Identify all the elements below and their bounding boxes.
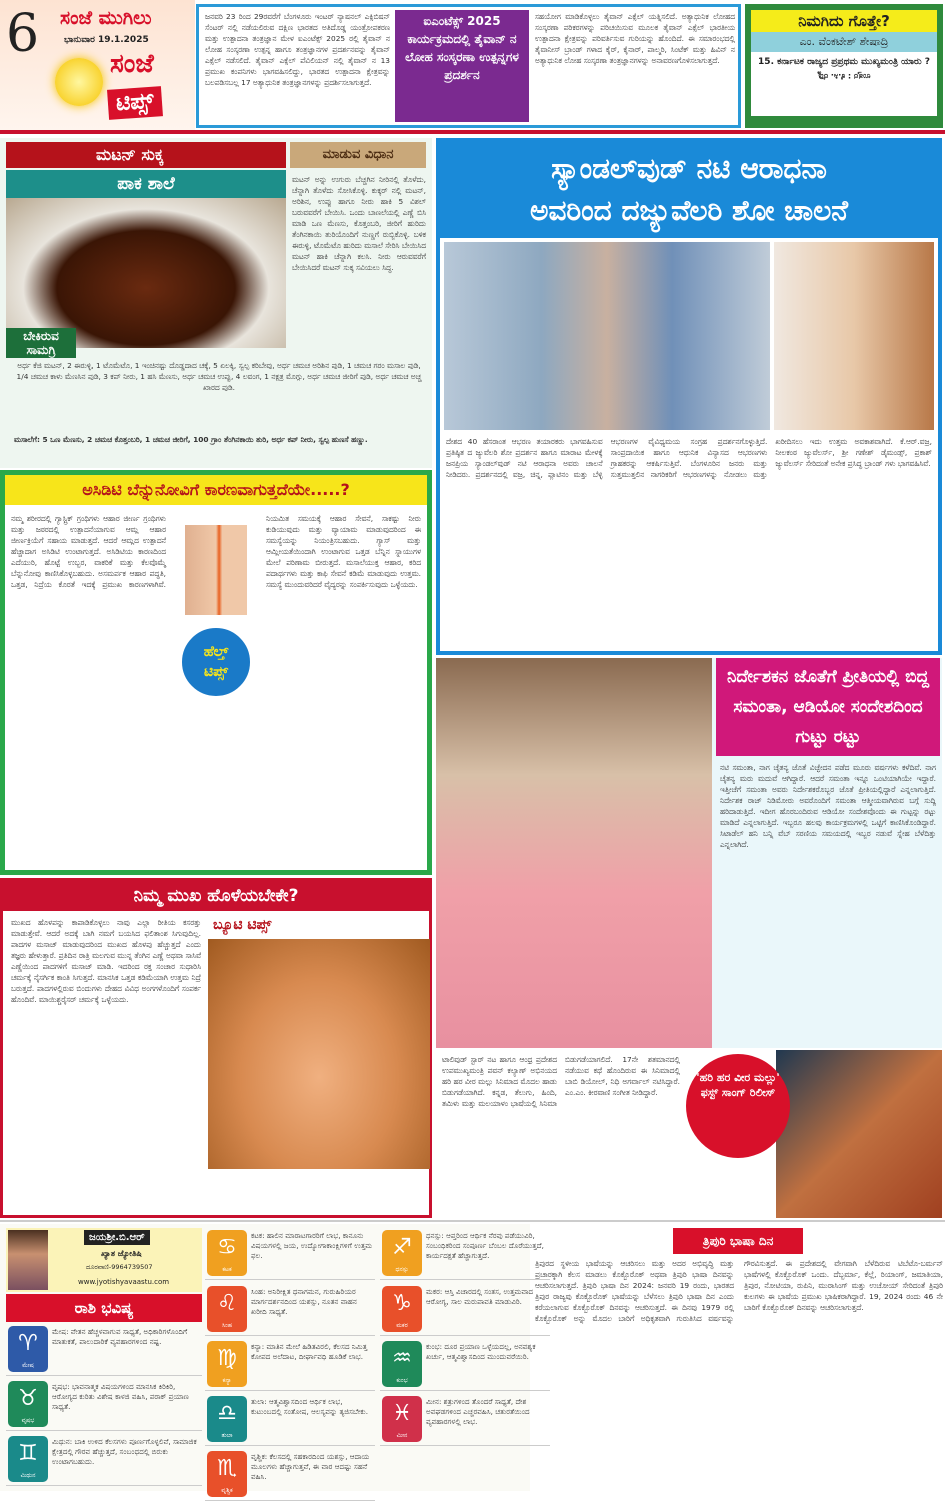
zodiac-text: ಕುಂಭ: ದೂರ ಪ್ರಯಾಣ ಒಳ್ಳೆಯದಲ್ಲ, ಅನವಶ್ಯಕ ಖರ್ಚು, ಆತ್ಮವಿಶ್ವಾಸದಿಂದ ಮುಂದುವರೆಯಿರಿ. bbox=[426, 1342, 536, 1361]
actress-jewellery-photo bbox=[774, 242, 934, 430]
spices-text: ಮಸಾಲೆಗೆ: 5 ಒಣ ಮೆಣಸು, 2 ಚಮಚ ಕೊತ್ತಂಬರಿ, 1 ಚಮಚ ಜೀರಿಗೆ, 100 ಗ್ರಾಂ ತೆಂಗಿನಕಾಯಿ ತುರಿ, ಅರ್ಧ ಕಪ್ ನೀರು, ಸ್ವಲ್ಪ ಹುಣಸೆ ಹಣ್ಣು. bbox=[14, 435, 368, 444]
beauty-tips-label: ಬ್ಯೂಟಿ ಟಿಪ್ಸ್ bbox=[213, 917, 272, 933]
zodiac-entry bbox=[380, 1394, 550, 1446]
beauty-text: ಮುಖದ ಹೊಳಪನ್ನು ಕಾಪಾಡಿಕೊಳ್ಳಲು ನಾವು ಎಲ್ಲಾ ರೀತಿಯ ಕಸರತ್ತು ಮಾಡುತ್ತೇವೆ. ಆದರೆ ಅದಕ್ಕೆ ಬಾಗಿ ನಮಗೆ ಬಯಸಿದ ಫಲಿತಾಂಶ ಸಿಗುವುದಿಲ್ಲ. ಪಾದಗಳ ಮಸಾಜ್ ಮಾಡುವುದರಿಂದ ಮುಖದ ಹೊಳಪು ಹೆಚ್ಚುತ್ತದೆ ಎಂದು ತಜ್ಞರು ಹೇಳುತ್ತಾರೆ. ಪ್ರತಿದಿನ ರಾತ್ರಿ ಮಲಗುವ ಮುನ್ನ ತೆಂಗಿನ ಎಣ್ಣೆ ಅಥವಾ ಸಾಸಿವೆ ಎಣ್ಣೆಯಿಂದ ಪಾದಗಳಿಗೆ ಮಸಾಜ್ ಮಾಡಿ. ಇದರಿಂದ ರಕ್ತ ಸಂಚಾರ ಸುಧಾರಿಸಿ ಚರ್ಮಕ್ಕೆ ನೈಸರ್ಗಿಕ ಕಾಂತಿ ಸಿಗುತ್ತದೆ. ಮಾನಸಿಕ ಒತ್ತಡ ಕಡಿಮೆಯಾಗಿ ಉತ್ತಮ ನಿದ್ರೆ ಬರುತ್ತದೆ. ಪಾದಗಳಲ್ಲಿರುವ ಬಿಂದುಗಳು ದೇಹದ ವಿವಿಧ ಅಂಗಗಳೊಂದಿಗೆ ಸಂಪರ್ಕ ಹೊಂದಿವೆ. ಮಾಯಿಶ್ಚರೈಸರ್ ಚರ್ಮಕ್ಕೆ ಒಳ್ಳೆಯದು. bbox=[11, 918, 201, 1004]
zodiac-text: ಧನಸ್ಸು: ಆಪ್ತರಿಂದ ಆರ್ಥಿಕ ನೆರವು ಪಡೆಯುವಿರಿ, ಸಂಬಂಧಿಕರಿಂದ ಸಂಪೂರ್ಣ ಬೆಂಬಲ ದೊರೆಯುತ್ತದೆ, ಕಾರ್ಯದಕ್ಷತೆ ಹೆಚ್ಚಾಗುತ್ತದೆ. bbox=[426, 1231, 544, 1260]
zodiac-icon: ♍ ಕನ್ಯಾ bbox=[207, 1341, 247, 1387]
harihara-article bbox=[436, 1050, 942, 1218]
beauty-section bbox=[0, 878, 432, 1218]
tripuri-headline: ತ್ರಿಪುರಿ ಭಾಷಾ ದಿನ bbox=[673, 1228, 803, 1254]
article-text-right: ಸಹಯೋಗ ಮಾಡಿಕೊಳ್ಳಲು ತೈವಾನ್ ಎಕ್ಸೆಲ್ ಯತ್ನಿಸಲಿದೆ. ಅತ್ಯಾಧುನಿಕ ಲೋಹದ ಸಂಸ್ಕರಣಾ ಪರಿಕರಗಳನ್ನು ಪರಿಚಯಿಸುವ ಮೂಲಕ ತೈವಾನ್ ಎಕ್ಸೆಲ್ ಭಾರತೀಯ ಉತ್ಪಾದನಾ ಕ್ಷೇತ್ರವನ್ನು ಪರಿವರ್ತಿಸುವ ಗುರಿಯನ್ನು ಹೊಂದಿದೆ. ಈ ಸಮಾರಂಭದಲ್ಲಿ ತೈವಾನೀಸ್ ಬ್ರಾಂಡ್ ಗಳಾದ ಕೈರ್, ಕೈನಾರ್, ಪಾಲ್ಮರಿ, ಸಿಂಟೆಕ್ ಮತ್ತು ಹಿವಿನ್ ನ ಅತ್ಯಾಧುನಿಕ ಲೋಹ ಸಂಸ್ಕರಣಾ ತಂತ್ರಜ್ಞಾನಗಳನ್ನು ಅನಾವರಣಗೊಳಿಸಲಾಗುತ್ತದೆ. bbox=[535, 12, 735, 65]
astrologer-name: ಜಯಶ್ರೀ.ಬಿ.ಆರ್ bbox=[84, 1230, 150, 1245]
jewellery-headline-1: ಸ್ಯಾಂಡಲ್‌ವುಡ್ ನಟಿ ಆರಾಧನಾ bbox=[551, 152, 827, 185]
zodiac-icon: ♒ ಕುಂಭ bbox=[382, 1341, 422, 1387]
astrologer-phone: ದೂರವಾಣಿ-9964739507 bbox=[86, 1263, 153, 1271]
paper-name: ಸಂಜೆ ಮುಗಿಲು bbox=[60, 7, 152, 29]
badge-text: ಹೆಲ್ತ್ bbox=[203, 644, 229, 660]
badge-text: ಟಿಪ್ಸ್ bbox=[204, 664, 228, 680]
jewellery-headline bbox=[440, 142, 938, 238]
samantha-column bbox=[716, 658, 940, 1048]
recipe-section bbox=[0, 138, 432, 468]
zodiac-text: ಮಕರ: ಆಸ್ತಿ ವಿಚಾರದಲ್ಲಿ ಸಂತಸ, ಉತ್ತಮವಾದ ಆರೋಗ್ಯ, ಸಾಲ ಮರುಪಾವತಿ ಮಾಡುವಿರಿ. bbox=[426, 1287, 534, 1306]
health-section bbox=[0, 470, 432, 875]
section-title: ಸಂಜೆ bbox=[110, 49, 154, 79]
harihara-text: ಟಾಲಿವುಡ್ ಸ್ಟಾರ್ ನಟ ಹಾಗೂ ಆಂಧ್ರ ಪ್ರದೇಶದ ಉಪಮುಖ್ಯಮಂತ್ರಿ ಪವನ್ ಕಲ್ಯಾಣ್ ಅಭಿನಯದ ಹರಿ ಹರ ವೀರ ಮಲ್ಲು ಸಿನಿಮಾದ ಮೊದಲ ಹಾಡು ಬಿಡುಗಡೆಯಾಗಿದೆ. ಕನ್ನಡ, ತೆಲುಗು, ಹಿಂದಿ, ತಮಿಳು ಮತ್ತು ಮಲಯಾಳಂ ಭಾಷೆಯಲ್ಲಿ ಸಿನಿಮಾ ಬಿಡುಗಡೆಯಾಗಲಿದೆ. 17ನೇ ಶತಮಾನದಲ್ಲಿ ನಡೆಯುವ ಕಥೆ ಹೊಂದಿರುವ ಈ ಸಿನಿಮಾದಲ್ಲಿ ಬಾಬಿ ಡಿಯೋಲ್, ನಿಧಿ ಅಗರ್ವಾಲ್ ನಟಿಸಿದ್ದಾರೆ. ಎಂ.ಎಂ. ಕೀರವಾಣಿ ಸಂಗೀತ ನೀಡಿದ್ದಾರೆ. bbox=[442, 1055, 680, 1108]
horoscope-section bbox=[0, 1224, 544, 1494]
tripuri-article bbox=[535, 1228, 943, 1488]
zodiac-name: ವೃಷಭ bbox=[21, 1417, 35, 1424]
zodiac-name: ಧನಸ್ಸು bbox=[395, 1266, 409, 1273]
page-number: 6 bbox=[6, 4, 40, 64]
zodiac-entry bbox=[205, 1284, 375, 1336]
zodiac-entry bbox=[205, 1339, 375, 1391]
divider bbox=[0, 130, 945, 134]
quiz-box bbox=[745, 4, 943, 128]
zodiac-text: ಕಟಕ: ಹಾಲಿನ ಮಾರಾಟಗಾರರಿಗೆ ಲಾಭ, ಕಾನೂನು ವಿಷಯಗಳಲ್ಲಿ ಜಯ, ಉದ್ಯೋಗಾಕಾಂಕ್ಷಿಗಳಿಗೆ ಉತ್ತಮ ಫಲ. bbox=[251, 1231, 373, 1260]
zodiac-name: ಸಿಂಹ bbox=[221, 1322, 232, 1329]
zodiac-entry bbox=[6, 1434, 202, 1486]
zodiac-entry bbox=[380, 1228, 550, 1280]
ingredients-label: ಬೇಕಿರುವ ಸಾಮಗ್ರಿ bbox=[6, 328, 76, 358]
zodiac-name: ಮಿಥುನ bbox=[20, 1472, 36, 1479]
zodiac-icon: ♓ ಮೀನ bbox=[382, 1396, 422, 1442]
astrologer-card bbox=[6, 1228, 202, 1292]
zodiac-entry bbox=[6, 1324, 202, 1376]
zodiac-entry bbox=[380, 1339, 550, 1391]
zodiac-name: ಮೀನ bbox=[396, 1432, 408, 1439]
method-text: ಮಟನ್ ಅನ್ನು ಉಗುರು ಬೆಚ್ಚಗಿನ ನೀರಿನಲ್ಲಿ ತೊಳೆದು, ಚೆನ್ನಾಗಿ ತೊಳೆದು ಸೋಸಿಕೊಳ್ಳಿ. ಕುಕ್ಕರ್ ನಲ್ಲಿ ಮಟನ್, ಅರಿಶಿನ, ಉಪ್ಪು ಹಾಗೂ ನೀರು ಹಾಕಿ 5 ವಿಶಲ್ ಬರುವವರೆಗೆ ಬೇಯಿಸಿ. ಒಂದು ಬಾಣಲೆಯಲ್ಲಿ ಎಣ್ಣೆ ಬಿಸಿ ಮಾಡಿ ಒಣ ಮೆಣಸು, ಕೊತ್ತಂಬರಿ, ಜೀರಿಗೆ ಹುರಿದು ತೆಂಗಿನಕಾಯಿ ತುರಿಯೊಂದಿಗೆ ನುಣ್ಣಗೆ ರುಬ್ಬಿಕೊಳ್ಳಿ. ಬಳಿಕ ಈರುಳ್ಳಿ, ಟೊಮೆಟೊ ಹುರಿದು ಮಸಾಲೆ ಸೇರಿಸಿ ಬೇಯಿಸಿದ ಮಟನ್ ಹಾಕಿ ಚೆನ್ನಾಗಿ ಕಲಸಿ. ನೀರು ಆರುವವರೆಗೆ ಬೇಯಿಸಿದರೆ ಮಟನ್ ಸುಕ್ಕ ಸವಿಯಲು ಸಿದ್ಧ. bbox=[292, 175, 426, 272]
zodiac-text: ವೃಶ್ಚಿಕ: ಕೆಲಸದಲ್ಲಿ ಸಹಕಾರದಿಂದ ಯಶಸ್ಸು, ಆದಾಯ ಮೂಲಗಳು ಹೆಚ್ಚಾಗುತ್ತವೆ, ಈ ವಾರ ಆದಷ್ಟು ಸಹನೆ ವಹಿಸಿ. bbox=[251, 1452, 370, 1481]
zodiac-text: ಮೇಷ: ವೇತನ ಹೆಚ್ಚಳವಾಗುವ ಸಾಧ್ಯತೆ, ಅಧಿಕಾರಿಗಳೊಂದಿಗೆ ಮಾತುಕತೆ, ಪಾಲುದಾರಿಕೆ ವ್ಯವಹಾರಗಳಿಂದ ನಷ್ಟ. bbox=[52, 1327, 188, 1346]
masthead bbox=[0, 0, 195, 130]
zodiac-text: ಮೀನ: ಶತ್ರುಗಳಿಂದ ತೊಂದರೆ ಸಾಧ್ಯತೆ, ದೇಶ ಅವಘಡಗಳಿಂದ ಎಚ್ಚರವಹಿಸಿ, ಚತುರತೆಯಿಂದ ವ್ಯವಹಾರಗಳಲ್ಲಿ ಲಾಭ. bbox=[426, 1397, 530, 1426]
zodiac-entry bbox=[205, 1394, 375, 1446]
zodiac-name: ವೃಶ್ಚಿಕ bbox=[221, 1487, 233, 1494]
zodiac-icon: ♉ ವೃಷಭ bbox=[8, 1381, 48, 1427]
samantha-headline: ನಿರ್ದೇಶಕನ ಜೊತೆಗೆ ಪ್ರೀತಿಯಲ್ಲಿ ಬಿದ್ದ ಸಮಂತಾ, ಆಡಿಯೋ ಸಂದೇಶದಿಂದ ಗುಟ್ಟು ರಟ್ಟು bbox=[716, 658, 940, 756]
zodiac-icon: ♎ ತುಲಾ bbox=[207, 1396, 247, 1442]
section-title-tips: ಟಿಪ್ಸ್ bbox=[107, 86, 163, 120]
article-headline: ಐಎಂಟೆಕ್ಸ್ 2025 ಕಾರ್ಯಕ್ರಮದಲ್ಲಿ ತೈವಾನ್ ನ ಲೋಹ ಸಂಸ್ಕರಣಾ ಉತ್ಪನ್ನಗಳ ಪ್ರದರ್ಶನ bbox=[395, 10, 529, 122]
recipe-title: ಮಟನ್ ಸುಕ್ಕ bbox=[6, 142, 286, 168]
zodiac-text: ಮಿಥುನ: ಬಾಕಿ ಉಳಿದ ಕೆಲಸಗಳು ಪೂರ್ಣಗೊಳ್ಳಲಿವೆ, ಸಾಮಾಜಿಕ ಕ್ಷೇತ್ರದಲ್ಲಿ ಗೌರವ ಹೆಚ್ಚುತ್ತದೆ, ಸಂಬಂಧದಲ್ಲಿ ಬಿರುಕು ಉಂಟಾಗಬಹುದು. bbox=[52, 1437, 197, 1466]
back-pain-photo bbox=[185, 525, 247, 615]
samantha-photo bbox=[436, 658, 712, 1048]
method-label: ಮಾಡುವ ವಿಧಾನ bbox=[290, 142, 426, 168]
zodiac-name: ಮೇಷ bbox=[22, 1362, 34, 1369]
zodiac-text: ಕನ್ಯಾ: ಮಾತಿನ ಮೇಲೆ ಹಿಡಿತವಿರಲಿ, ಕೆಲಸದ ನಿಮಿತ್ತ ಕೋಪದ ಅಲೆದಾಟ, ದೀರ್ಘಾವಧಿ ಹೂಡಿಕೆ ಲಾಭ. bbox=[251, 1342, 368, 1361]
zodiac-entry bbox=[6, 1379, 202, 1431]
lightbulb-icon bbox=[55, 58, 103, 106]
article-text-left: ಜನವರಿ 23 ರಿಂದ 29ರವರೆಗೆ ಬೆಂಗಳೂರು ಇಂಟರ್ ನ್ಯಾಷನಲ್ ಎಕ್ಸಿಬಿಷನ್ ಸೆಂಟರ್ ನಲ್ಲಿ ನಡೆಯಲಿರುವ ದಕ್ಷಿಣ ಭಾರತದ ಅತಿದೊಡ್ಡ ಯಂತ್ರೋಪಕರಣ ಮತ್ತು ಉತ್ಪಾದನಾ ತಂತ್ರಜ್ಞಾನ ಮೇಳ ಐಎಂಟೆಕ್ಸ್ 2025 ರಲ್ಲಿ ತೈವಾನ್ ನ ಲೋಹ ಸಂಸ್ಕರಣಾ ಉತ್ಪನ್ನ ಹಾಗೂ ತಂತ್ರಜ್ಞಾನಗಳ ಪ್ರದರ್ಶನವನ್ನು ತೈವಾನ್ ಎಕ್ಸೆಲ್ ನಡೆಸಲಿದೆ. ತೈವಾನ್ ಎಕ್ಸೆಲ್ ಪೆವಿಲಿಯನ್ ನಲ್ಲಿ ತೈವಾನ್ ನ 13 ಪ್ರಮುಖ ಕಂಪನಿಗಳು ಭಾಗವಹಿಸಲಿದ್ದು, ಭಾರತದ ಉತ್ಪಾದನಾ ಕ್ಷೇತ್ರವನ್ನು ಬಲಪಡಿಸಬಲ್ಲ 17 ಅತ್ಯಾಧುನಿಕ ತಂತ್ರಜ್ಞಾನಗಳನ್ನು ಪ್ರದರ್ಶಿಸಲಾಗುತ್ತದೆ. bbox=[205, 12, 390, 87]
zodiac-icon: ♑ ಮಕರ bbox=[382, 1286, 422, 1332]
zodiac-icon: ♋ ಕಟಕ bbox=[207, 1230, 247, 1276]
astrologer-title: ಖ್ಯಾತ ಜ್ಯೋತಿಷಿ bbox=[101, 1249, 142, 1258]
horoscope-title: ರಾಶಿ ಭವಿಷ್ಯ bbox=[6, 1294, 202, 1322]
zodiac-entry bbox=[205, 1449, 375, 1501]
health-text: ನಮ್ಮ ಶರೀರದಲ್ಲಿ ಗ್ಯಾಸ್ಟ್ರಿಕ್ ಗ್ರಂಥಿಗಳು ಆಹಾರ ಜೀರ್ಣ ಗ್ರಂಥಿಗಳು ಮತ್ತು ಜಠರದಲ್ಲಿ ಉತ್ಪಾದನೆಯಾಗುವ ಆಮ್ಲ ಆಹಾರ ಜೀರ್ಣಕ್ರಿಯೆಗೆ ಸಹಾಯ ಮಾಡುತ್ತದೆ. ಆದರೆ ಆಮ್ಲದ ಉತ್ಪಾದನೆ ಹೆಚ್ಚಾದಾಗ ಅಸಿಡಿಟಿ ಉಂಟಾಗುತ್ತದೆ. ಅಸಿಡಿಟಿಯ ಕಾರಣದಿಂದ ಎದೆಯುರಿ, ಹೊಟ್ಟೆ ಉಬ್ಬರ, ವಾಕರಿಕೆ ಮತ್ತು ಕೆಲವೊಮ್ಮೆ ಬೆನ್ನುನೋವು ಕಾಣಿಸಿಕೊಳ್ಳಬಹುದು. ಅಸಮರ್ಪಕ ಆಹಾರ ಪದ್ಧತಿ, ಒತ್ತಡ, ನಿದ್ರೆಯ ಕೊರತೆ ಇದಕ್ಕೆ ಪ್ರಮುಖ ಕಾರಣಗಳಾಗಿವೆ. ನಿಯಮಿತ ಸಮಯಕ್ಕೆ ಆಹಾರ ಸೇವನೆ, ಸಾಕಷ್ಟು ನೀರು ಕುಡಿಯುವುದು ಮತ್ತು ವ್ಯಾಯಾಮ ಮಾಡುವುದರಿಂದ ಈ ಸಮಸ್ಯೆಯನ್ನು ನಿಯಂತ್ರಿಸಬಹುದು. ಗ್ಯಾಸ್ ಮತ್ತು ಆಮ್ಲೀಯತೆಯಿಂದಾಗಿ ಉಂಟಾಗುವ ಒತ್ತಡ ಬೆನ್ನಿನ ಸ್ನಾಯುಗಳ ಮೇಲೆ ಪರಿಣಾಮ ಬೀರುತ್ತದೆ. ಮಸಾಲೆಯುಕ್ತ ಆಹಾರ, ಕರಿದ ಪದಾರ್ಥಗಳು ಮತ್ತು ಕಾಫಿ ಸೇವನೆ ಕಡಿಮೆ ಮಾಡುವುದು ಉತ್ತಮ. ಸಮಸ್ಯೆ ಮುಂದುವರಿದರೆ ವೈದ್ಯರನ್ನು ಸಂಪರ್ಕಿಸುವುದು ಒಳ್ಳೆಯದು. bbox=[11, 514, 421, 589]
pawan-kalyan-photo bbox=[776, 1050, 942, 1218]
recipe-section-label: ಪಾಕ ಶಾಲೆ bbox=[6, 170, 286, 198]
tripuri-text: ತ್ರಿಪುರದ ಸ್ಥಳೀಯ ಭಾಷೆಯನ್ನು ಆಚರಿಸಲು ಮತ್ತು ಅದರ ಅಭಿವೃದ್ಧಿ ಮತ್ತು ಪ್ರಚಾರಕ್ಕಾಗಿ ಕೆಲಸ ಮಾಡಲು ಕೊಕ್ಬೊರೊಕ್ ಅಥವಾ ತ್ರಿಪುರಿ ಭಾಷಾ ದಿನವನ್ನು ಆಚರಿಸಲಾಗುತ್ತದೆ. ತ್ರಿಪುರಿ ಭಾಷಾ ದಿನ 2024: ಜನವರಿ 19 ರಂದು, ಭಾರತದ ತ್ರಿಪುರ ರಾಜ್ಯವು ಕೊಕ್ಬೊರೊಕ್ ಭಾಷೆಯನ್ನು ಬೆಳೆಸಲು ತ್ರಿಪುರಿ ಭಾಷಾ ದಿನ ಎಂದು ಕರೆಯಲಾಗುವ ಕೊಕ್ಬೊರೊಕ್ ದಿನವನ್ನು ಆಚರಿಸುತ್ತದೆ. ಈ ದಿನವು 1979 ರಲ್ಲಿ ಕೊಕ್ಬೊರೊಕ್ ಅನ್ನು ಮೊದಲ ಬಾರಿಗೆ ಅಧಿಕೃತವಾಗಿ ಗುರುತಿಸಿದ ವರ್ಷವನ್ನು ಗೌರವಿಸುತ್ತದೆ. ಈ ಪ್ರದೇಶದಲ್ಲಿ ವೇಗವಾಗಿ ಬೆಳೆದಿರುವ ಟಿಬೆಟೊ-ಬರ್ಮನ್ ಭಾಷೆಗಳಲ್ಲಿ ಕೊಕ್ಬೊರೊಕ್ ಒಂದು. ದೆಬ್ಬರ್ಮಾ, ಕೆಲ್ಲೆ, ರಿಯಾಂಗ್, ಜಮಾತಿಯಾ, ತ್ರಿಪುರ, ನೋಟಿಯಾ, ರುಪಿನಿ, ಮುರಾಸಿಂಗ್ ಮತ್ತು ಉಚೋಯ್ ಸೇರಿದಂತೆ ತ್ರಿಪುರಿ ಕುಲಗಳು ಈ ಭಾಷೆಯ ಪ್ರಮುಖ ಭಾಷಿಕರಾಗಿದ್ದಾರೆ. 19, 2024 ರಂದು 46 ನೇ ಬಾರಿಗೆ ಕೊಕ್ಬೊರೊಕ್ ದಿನವನ್ನು ಆಚರಿಸಲಾಗುತ್ತದೆ. bbox=[535, 1259, 943, 1323]
zodiac-icon: ♌ ಸಿಂಹ bbox=[207, 1286, 247, 1332]
quiz-title: ನಿಮಗಿದು ಗೊತ್ತೇ? bbox=[751, 10, 937, 32]
quiz-author: ಎಂ. ವೆಂಕಟೇಶ್ ಶೇಷಾದ್ರಿ bbox=[751, 32, 937, 52]
foot-massage-photo bbox=[208, 939, 430, 1169]
quiz-question: 15. ಕರ್ನಾಟಕ ರಾಜ್ಯದ ಪ್ರಪ್ರಥಮ ಮುಖ್ಯಮಂತ್ರಿ ಯಾರು ? bbox=[758, 57, 930, 67]
samantha-text: ನಟಿ ಸಮಂತಾ, ನಾಗ ಚೈತನ್ಯ ಜೊತೆ ವಿಚ್ಛೇದನ ಪಡೆದ ಮೂರು ವರ್ಷಗಳು ಕಳೆದಿವೆ. ನಾಗ ಚೈತನ್ಯ ಮರು ಮದುವೆ ಆಗಿದ್ದಾರೆ. ಆದರೆ ಸಮಂತಾ ಇನ್ನೂ ಒಂಟಿಯಾಗಿಯೇ ಇದ್ದಾರೆ. ಇತ್ತೀಚೆಗೆ ಸಮಂತಾ ಅವರು ನಿರ್ದೇಶಕರೊಬ್ಬರ ಜೊತೆ ಪ್ರೀತಿಯಲ್ಲಿದ್ದಾರೆ ಎನ್ನಲಾಗುತ್ತಿದೆ. ನಿರ್ದೇಶಕ ರಾಜ್ ನಿಡಿಮೋರು ಅವರೊಂದಿಗೆ ಸಮಂತಾ ಆತ್ಮೀಯವಾಗಿರುವ ಬಗ್ಗೆ ಸುದ್ದಿ ಹರಿದಾಡುತ್ತಿದೆ. ಇದೀಗ ಹೊರಬಂದಿರುವ ಆಡಿಯೋ ಸಂದೇಶವೊಂದು ಈ ಗುಟ್ಟನ್ನು ರಟ್ಟು ಮಾಡಿದೆ ಎನ್ನಲಾಗುತ್ತಿದೆ. ಇಬ್ಬರೂ ಹಲವು ಕಾರ್ಯಕ್ರಮಗಳಲ್ಲಿ ಒಟ್ಟಿಗೆ ಕಾಣಿಸಿಕೊಂಡಿದ್ದಾರೆ. ಸಿಟಾಡೆಲ್ ಹನಿ ಬನ್ನಿ ವೆಬ್ ಸರಣಿಯ ಸಮಯದಲ್ಲಿ ಇಬ್ಬರ ನಡುವೆ ಸ್ನೇಹ ಬೆಳೆದಿತ್ತು ಎನ್ನಲಾಗಿದೆ. bbox=[720, 763, 936, 849]
zodiac-name: ಕುಂಭ bbox=[396, 1377, 408, 1384]
harihara-badge: 'ಹರಿ ಹರ ವೀರ ಮಲ್ಲು' ಫಸ್ಟ್ ಸಾಂಗ್ ರಿಲೀಸ್ bbox=[686, 1054, 790, 1158]
quiz-answer: ಉತ್ತರ : ಕೆ.ಸಿ. ರೆಡ್ಡಿ bbox=[817, 72, 871, 81]
beauty-headline: ನಿಮ್ಮ ಮುಖ ಹೊಳೆಯಬೇಕೇ? bbox=[3, 881, 429, 911]
zodiac-icon: ♏ ವೃಶ್ಚಿಕ bbox=[207, 1451, 247, 1497]
zodiac-icon: ♈ ಮೇಷ bbox=[8, 1326, 48, 1372]
zodiac-name: ಕನ್ಯಾ bbox=[222, 1377, 232, 1384]
ingredients-text: ಅರ್ಧ ಕೆಜಿ ಮಟನ್, 2 ಈರುಳ್ಳಿ, 1 ಟೊಮೆಟೊ, 1 ಇಂಚಿನಷ್ಟು ದೊಡ್ಡದಾದ ಚಕ್ಕೆ, 5 ಏಲಕ್ಕಿ, ಸ್ವಲ್ಪ ಕರಿಬೇವು, ಅರ್ಧ ಚಮಚ ಅರಿಶಿನ ಪುಡಿ, 1 ಚಮಚ ಗರಂ ಮಸಾಲ ಪುಡಿ, 1/4 ಚಮಚ ಕಾಳು ಮೆಣಸಿನ ಪುಡಿ, 3 ಕಪ್ ನೀರು, 1 ಹಸಿ ಮೆಣಸು, ಅರ್ಧ ಚಮಚ ಉಪ್ಪು, 4 ಲವಂಗ, 1 ನಕ್ಷತ್ರ ಮೊಗ್ಗು, ಅರ್ಧ ಚಮಚ ಜೀರಿಗೆ ಪುಡಿ, ಅರ್ಧ ಚಮಚ ಅಚ್ಚ ಖಾರದ ಪುಡಿ. bbox=[16, 361, 422, 392]
zodiac-icon: ♐ ಧನಸ್ಸು bbox=[382, 1230, 422, 1276]
mutton-sukka-photo bbox=[6, 198, 286, 348]
astrologer-photo bbox=[8, 1230, 48, 1290]
jewellery-text: ದೇಶದ 40 ಹೆಸರಾಂತ ಆಭರಣ ತಯಾರಕರು ಭಾಗವಹಿಸುವ ಪ್ರತಿಷ್ಠಿತ ದ ಜ್ಯುವೆಲರಿ ಶೋ ಪ್ರದರ್ಶನ ಹಾಗೂ ಮಾರಾಟ ಮೇಳಕ್ಕೆ ಜನಪ್ರಿಯ ಸ್ಯಾಂಡಲ್‌ವುಡ್ ನಟಿ ಆರಾಧನಾ ಅವರು ಚಾಲನೆ ನೀಡಿದರು. ಪ್ರದರ್ಶನದಲ್ಲಿ ವಜ್ರ, ಚಿನ್ನ, ಪ್ಲಾಟಿನಂ ಮತ್ತು ಬೆಳ್ಳಿ ಆಭರಣಗಳ ವೈವಿಧ್ಯಮಯ ಸಂಗ್ರಹ ಪ್ರದರ್ಶನಗೊಳ್ಳುತ್ತಿದೆ. ಸಾಂಪ್ರದಾಯಿಕ ಹಾಗೂ ಆಧುನಿಕ ವಿನ್ಯಾಸದ ಆಭರಣಗಳು ಗ್ರಾಹಕರನ್ನು ಆಕರ್ಷಿಸುತ್ತಿವೆ. ಬೆಂಗಳೂರಿನ ಜನರು ಮತ್ತು ಸುತ್ತಮುತ್ತಲಿನ ನಾಗರಿಕರಿಗೆ ಆಭರಣಗಳನ್ನು ನೋಡಲು ಮತ್ತು ಖರೀದಿಸಲು ಇದು ಉತ್ತಮ ಅವಕಾಶವಾಗಿದೆ. ಕೆ.ಆರ್.ವಜ್ರ, ನೀಲಕಂಠ ಜ್ಯುವೆಲರ್ಸ್, ಶ್ರೀ ಗಣೇಶ್ ಡೈಮಂಡ್ಸ್, ಪ್ರಕಾಶ್ ಜ್ಯುವೆಲರ್ಸ್ ಸೇರಿದಂತೆ ಅನೇಕ ಪ್ರಸಿದ್ಧ ಬ್ರಾಂಡ್ ಗಳು ಭಾಗವಹಿಸಿವೆ. bbox=[446, 437, 932, 479]
zodiac-name: ಕಟಕ bbox=[222, 1266, 232, 1273]
zodiac-name: ತುಲಾ bbox=[221, 1432, 233, 1439]
samantha-article bbox=[436, 658, 942, 1048]
issue-date: ಭಾನುವಾರ 19.1.2025 bbox=[64, 35, 149, 45]
zodiac-entry bbox=[380, 1284, 550, 1336]
astrologer-website: www.jyotishyavaastu.com bbox=[78, 1278, 170, 1286]
divider bbox=[0, 1220, 945, 1222]
top-article bbox=[196, 4, 741, 128]
jewellery-headline-2: ಅವರಿಂದ ದಜ್ಯುವೆಲರಿ ಶೋ ಚಾಲನೆ bbox=[530, 194, 848, 227]
zodiac-text: ಸಿಂಹ: ಅನಿರೀಕ್ಷಿತ ಧನಾಗಮನ, ಗುರುಹಿರಿಯರ ಮಾರ್ಗದರ್ಶನದಿಂದ ಯಶಸ್ಸು, ನೂತನ ವಾಹನ ಖರೀದಿ ಸಾಧ್ಯತೆ. bbox=[251, 1287, 357, 1316]
zodiac-text: ತುಲಾ: ಆತ್ಮವಿಶ್ವಾಸದಿಂದ ಆರ್ಥಿಕ ಲಾಭ, ಕುಟುಂಬದಲ್ಲಿ ಸಂತೋಷ, ಆಲಸ್ಯವನ್ನು ತ್ಯಜಿಸಬೇಕು. bbox=[251, 1397, 369, 1416]
health-headline: ಅಸಿಡಿಟಿ ಬೆನ್ನುನೋವಿಗೆ ಕಾರಣವಾಗುತ್ತದೆಯೇ.....? bbox=[5, 475, 427, 505]
jewellery-article bbox=[436, 138, 942, 655]
jewellery-show-photo bbox=[444, 242, 770, 430]
zodiac-entry bbox=[205, 1228, 375, 1280]
zodiac-icon: ♊ ಮಿಥುನ bbox=[8, 1436, 48, 1482]
health-tips-badge bbox=[179, 625, 253, 699]
zodiac-text: ವೃಷಭ: ಭಾವನಾತ್ಮಕ ವಿಷಯಗಳಿಂದ ಮಾನಸಿಕ ಕಿರಿಕಿರಿ, ಆರೋಗ್ಯದ ಕುರಿತು ವಿಶೇಷ ಕಾಳಜಿ ವಹಿಸಿ, ಪರಾಕ್ ಪ್ರಯಾಣ ಸಾಧ್ಯತೆ. bbox=[52, 1382, 189, 1411]
zodiac-name: ಮಕರ bbox=[396, 1322, 408, 1329]
